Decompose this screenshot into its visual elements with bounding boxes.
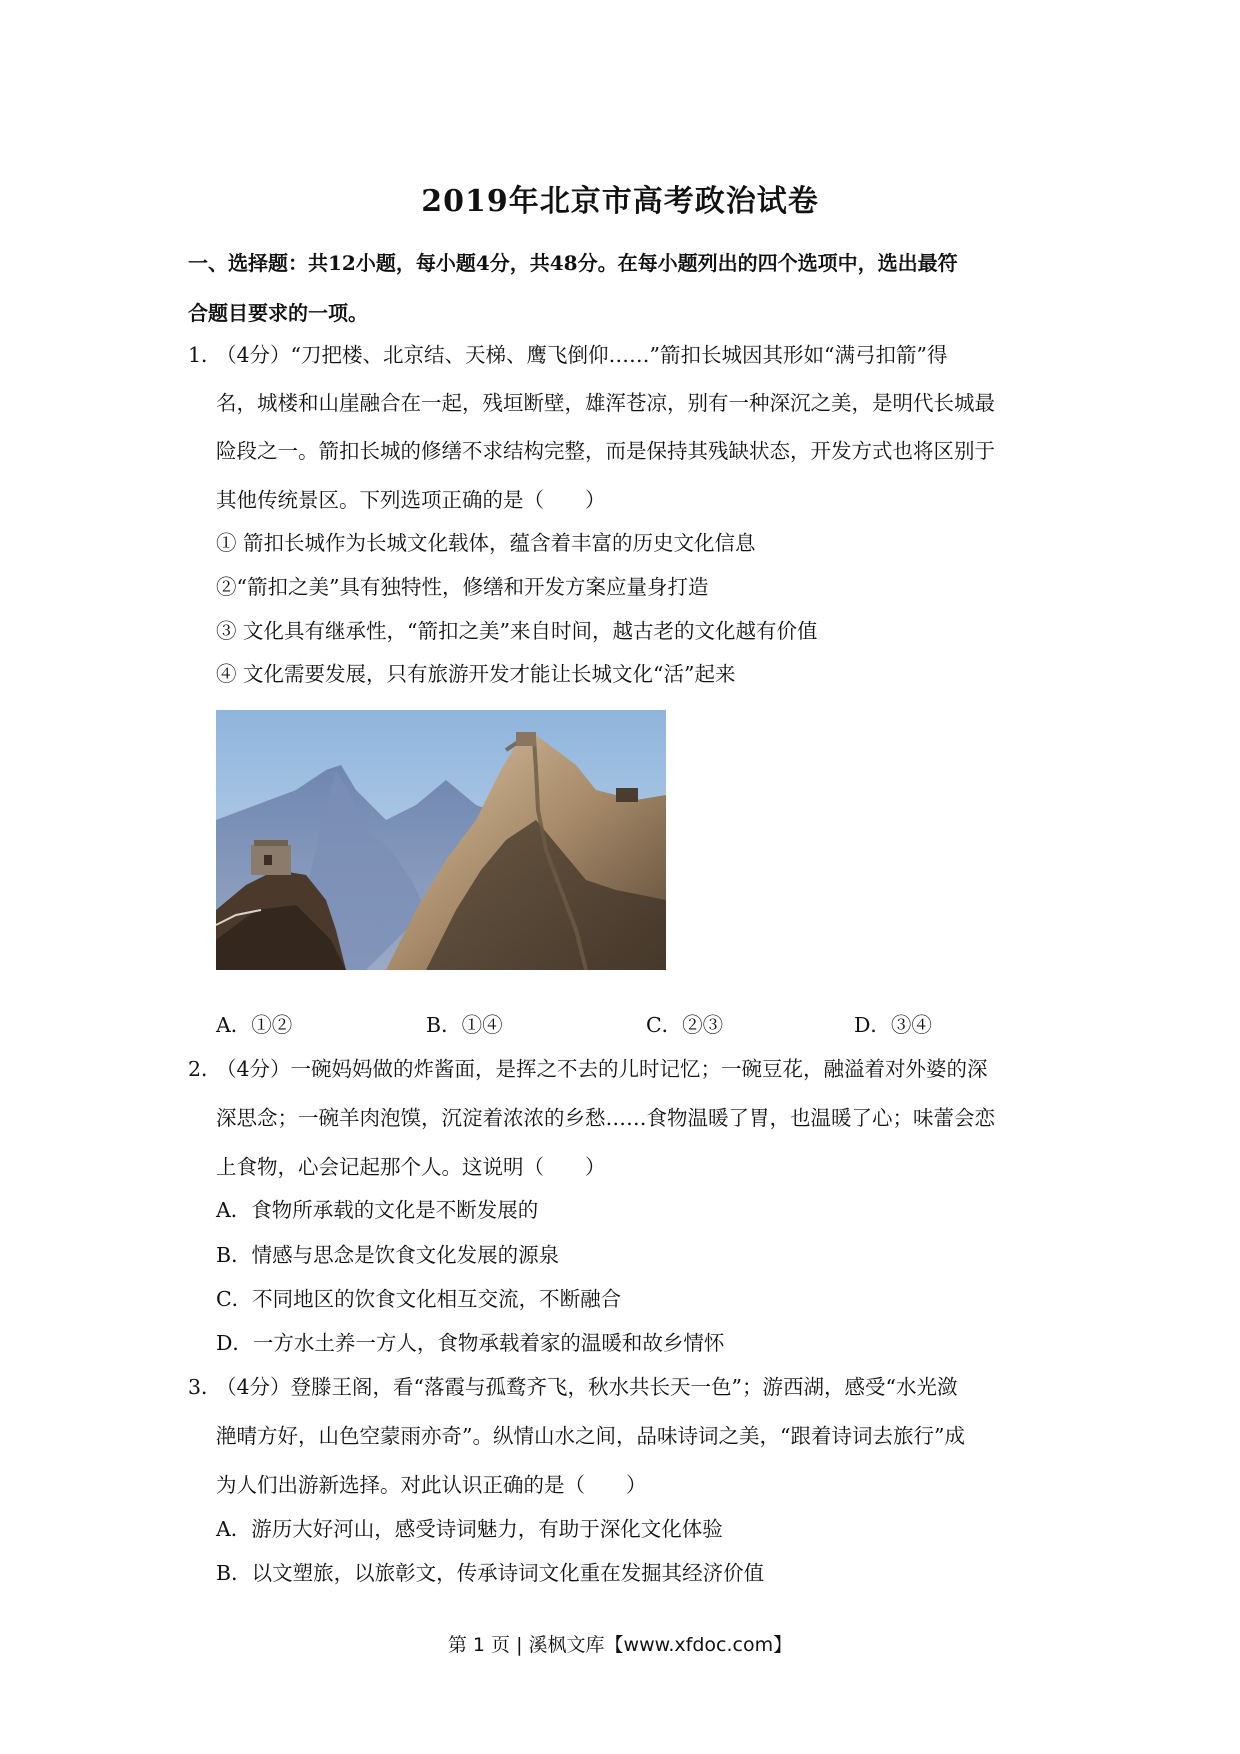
question-text-line: 其他传统景区。下列选项正确的是（ ）	[216, 488, 606, 512]
option-a: A．食物所承载的文化是不断发展的	[216, 1198, 539, 1222]
question-text-line: 险段之一。箭扣长城的修缮不求结构完整，而是保持其残缺状态，开发方式也将区别于	[216, 439, 995, 463]
great-wall-photo	[216, 710, 666, 970]
statement-2: ②“箭扣之美”具有独特性，修缮和开发方案应量身打造	[216, 575, 709, 599]
section-heading-line-2: 合题目要求的一项。	[188, 301, 368, 325]
question-number: 2．	[188, 1057, 222, 1081]
statement-3: ③ 文化具有继承性，“箭扣之美”来自时间，越古老的文化越有价值	[216, 619, 818, 643]
option-c: C．②③	[646, 1013, 724, 1037]
question-number: 3．	[188, 1375, 222, 1399]
statement-1: ① 箭扣长城作为长城文化载体，蕴含着丰富的历史文化信息	[216, 531, 756, 555]
question-text-line: 深思念；一碗羊肉泡馍，沉淀着浓浓的乡愁……食物温暖了胃，也温暖了心；味蕾会恋	[216, 1106, 995, 1130]
question-text-line: 滟晴方好，山色空蒙雨亦奇”。纵情山水之间，品味诗词之美，“跟着诗词去旅行”成	[216, 1424, 965, 1448]
question-text-line: 上食物，心会记起那个人。这说明（ ）	[216, 1155, 606, 1179]
option-b: B．以文塑旅，以旅彰文，传承诗词文化重在发掘其经济价值	[216, 1561, 765, 1585]
question-text-line: 为人们出游新选择。对此认识正确的是（ ）	[216, 1473, 647, 1497]
question-text-line: （4分）一碗妈妈做的炸酱面，是挥之不去的儿时记忆；一碗豆花，融溢着对外婆的深	[216, 1057, 988, 1081]
option-d: D．③④	[854, 1013, 932, 1037]
page-footer: 第 1 页 | 溪枫文库【www.xfdoc.com】	[447, 1634, 793, 1656]
option-b: B．①④	[426, 1013, 503, 1037]
question-number: 1．	[188, 343, 222, 367]
question-text-line: （4分）“刀把楼、北京结、天梯、鹰飞倒仰……”箭扣长城因其形如“满弓扣箭”得	[216, 343, 948, 367]
page-title: 2019年北京市高考政治试卷	[421, 184, 819, 219]
statement-4: ④ 文化需要发展，只有旅游开发才能让长城文化“活”起来	[216, 662, 736, 686]
section-heading-line-1: 一、选择题：共12小题，每小题4分，共48分。在每小题列出的四个选项中，选出最符	[188, 251, 958, 275]
question-text-line: （4分）登滕王阁，看“落霞与孤鹜齐飞，秋水共长天一色”；游西湖，感受“水光潋	[216, 1375, 958, 1399]
option-d: D．一方水土养一方人，食物承载着家的温暖和故乡情怀	[216, 1331, 725, 1355]
section-heading	[188, 238, 1058, 338]
question-text-line: 名，城楼和山崖融合在一起，残垣断壁，雄浑苍凉，别有一种深沉之美，是明代长城最	[216, 391, 995, 415]
option-c: C．不同地区的饮食文化相互交流，不断融合	[216, 1287, 622, 1311]
option-a: A．游历大好河山，感受诗词魅力，有助于深化文化体验	[216, 1517, 723, 1541]
option-b: B．情感与思念是饮食文化发展的源泉	[216, 1243, 560, 1267]
option-a: A．①②	[216, 1013, 293, 1037]
